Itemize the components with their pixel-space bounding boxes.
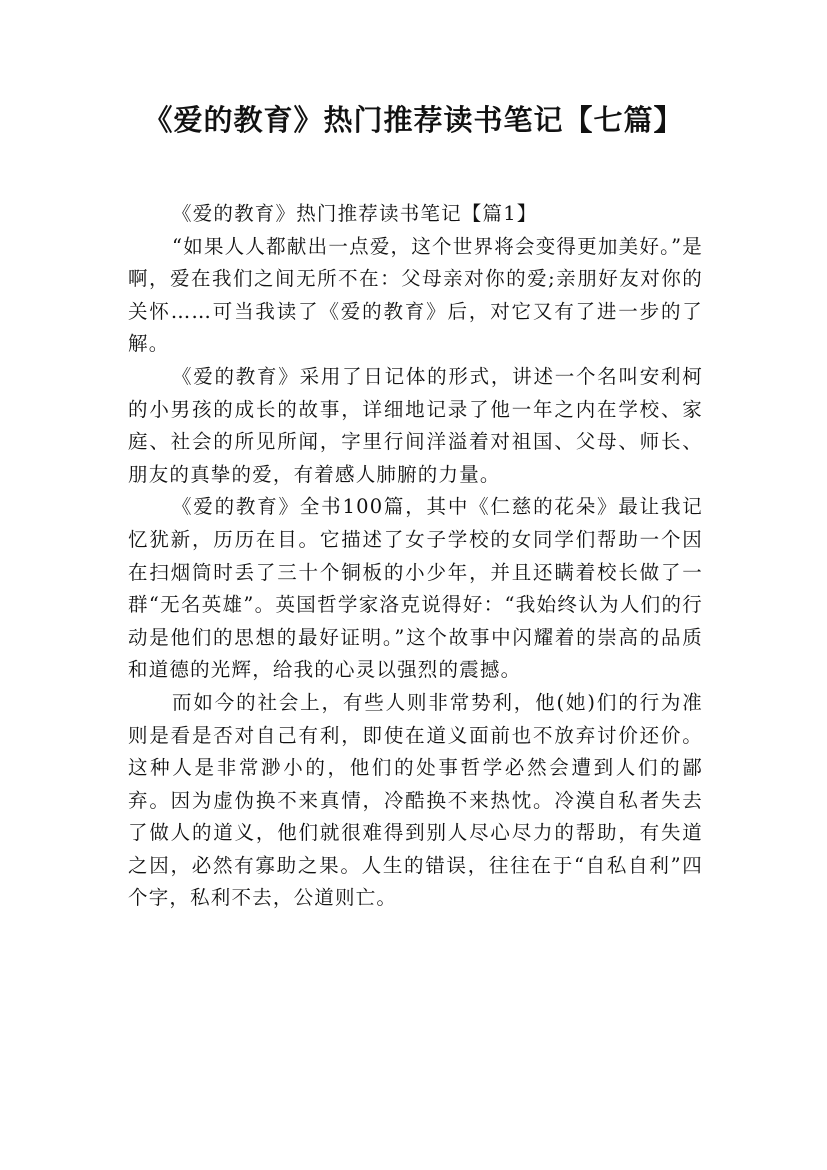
paragraph-intro: “如果人人都献出一点爱，这个世界将会变得更加美好。”是啊，爱在我们之间无所不在：父母亲对你的爱;亲朋好友对你的关怀……可当我读了《爱的教育》后，对它又有了进一步的了解。 bbox=[128, 234, 703, 356]
section-heading: 《爱的教育》热门推荐读书笔记【篇1】 bbox=[172, 202, 538, 225]
paragraph-book-summary: 《爱的教育》采用了日记体的形式，讲述一个名叫安利柯的小男孩的成长的故事，详细地记录了他一年之内在学校、家庭、社会的所见所闻，字里行间洋溢着对祖国、父母、师长、朋友的真挚的爱，有着感人肺腑的力量。 bbox=[128, 364, 703, 486]
document-title: 《爱的教育》热门推荐读书笔记【七篇】 bbox=[143, 103, 684, 137]
paragraph-reflection: 而如今的社会上，有些人则非常势利，他(她)们的行为准则是看是否对自己有利，即使在道义面前也不放弃讨价还价。这种人是非常渺小的，他们的处事哲学必然会遭到人们的鄙弃。因为虚伪换不来真情，冷酷换不来热忱。冷漠自私者失去了做人的道义，他们就很难得到别人尽心尽力的帮助，有失道之因，必然有寡助之果。人生的错误，往往在于“自私自利”四个字，私利不去，公道则亡。 bbox=[128, 690, 703, 910]
document-body bbox=[128, 198, 703, 915]
paragraph-favorite-story: 《爱的教育》全书100篇，其中《仁慈的花朵》最让我记忆犹新，历历在目。它描述了女子学校的女同学们帮助一个因在扫烟筒时丢了三十个铜板的小少年，并且还瞒着校长做了一群“无名英雄”。英国哲学家洛克说得好：“我始终认为人们的行动是他们的思想的最好证明。”这个故事中闪耀着的崇高的品质和道德的光辉，给我的心灵以强烈的震撼。 bbox=[128, 495, 703, 682]
